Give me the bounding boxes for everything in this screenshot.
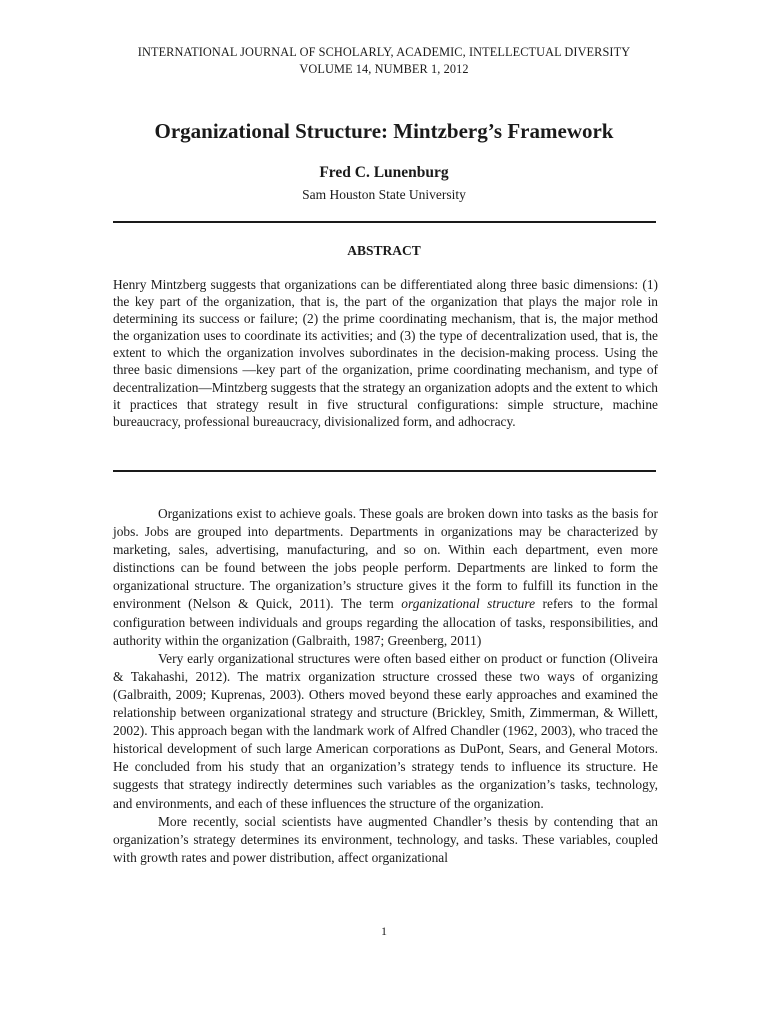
journal-header	[0, 44, 768, 78]
volume-line: VOLUME 14, NUMBER 1, 2012	[299, 62, 469, 76]
body-paragraph-1	[113, 505, 658, 650]
p1-text-before-term: Organizations exist to achieve goals. These goals are broken down into tasks as the basis for jobs. Jobs are grouped into departments. Departments in organizations may be characterized by marketing, sales, advertising, manufacturing, and so on. Within each department, even more distinctions can be found between the jobs people perform. Departments are linked to form the organizational structure. The organization’s structure gives it the form to fulfill its function in the environment (Nelson & Quick, 2011). The term	[113, 506, 658, 612]
abstract-top-rule	[113, 221, 656, 223]
journal-name: INTERNATIONAL JOURNAL OF SCHOLARLY, ACADEMIC, INTELLECTUAL DIVERSITY	[137, 45, 631, 59]
p1-italic-term: organizational structure	[401, 596, 536, 612]
body-paragraph-2: Very early organizational structures were often based either on product or function (Oliveira & Takahashi, 2012). The matrix organization structure crossed these two ways of organizing (Galbraith, 2009; Kuprenas, 2003). Others moved beyond these early approaches and examined the relationship between organizational strategy and structure (Brickley, Smith, Zimmerman, & Willett, 2002). This approach began with the landmark work of Alfred Chandler (1962, 2003), who traced the historical development of such large American corporations as DuPont, Sears, and General Motors. He concluded from his study that an organization’s strategy tends to influence its structure. He suggests that strategy indirectly determines such variables as the organization’s tasks, technology, and environments, and each of these influences the structure of the organization.	[113, 650, 658, 811]
abstract-bottom-rule	[113, 470, 656, 472]
article-title: Organizational Structure: Mintzberg’s Framework	[154, 119, 614, 143]
body-paragraph-3: More recently, social scientists have augmented Chandler’s thesis by contending that an organization’s strategy determines its environment, technology, and tasks. These variables, coupled with growth rates and power distribution, affect organizational	[113, 813, 658, 865]
author-name: Fred C. Lunenburg	[319, 164, 449, 181]
abstract-heading: ABSTRACT	[347, 243, 421, 258]
body-text	[113, 505, 658, 867]
abstract-text: Henry Mintzberg suggests that organizations can be differentiated along three basic dimensions: (1) the key part of the organization, that is, the part of the organization that plays the major role in determining its success or failure; (2) the prime coordinating mechanism, that is, the major method the organization uses to coordinate its activities; and (3) the type of decentralization used, that is, the extent to which the organization involves subordinates in the decision-making process. Using the three basic dimensions —key part of the organization, prime coordinating mechanism, and type of decentralization—Mintzberg suggests that the strategy an organization adopts and the extent to which it practices that strategy result in five structural configurations: simple structure, machine bureaucracy, professional bureaucracy, divisionalized form, and adhocracy.	[113, 277, 658, 429]
page-number: 1	[381, 924, 387, 938]
author-affiliation: Sam Houston State University	[302, 187, 466, 202]
p1-text-after-term: refers to the formal configuration between individuals and groups regarding the allocation of tasks, responsibilities, and authority within the organization (Galbraith, 1987; Greenberg, 2011)	[113, 596, 658, 648]
